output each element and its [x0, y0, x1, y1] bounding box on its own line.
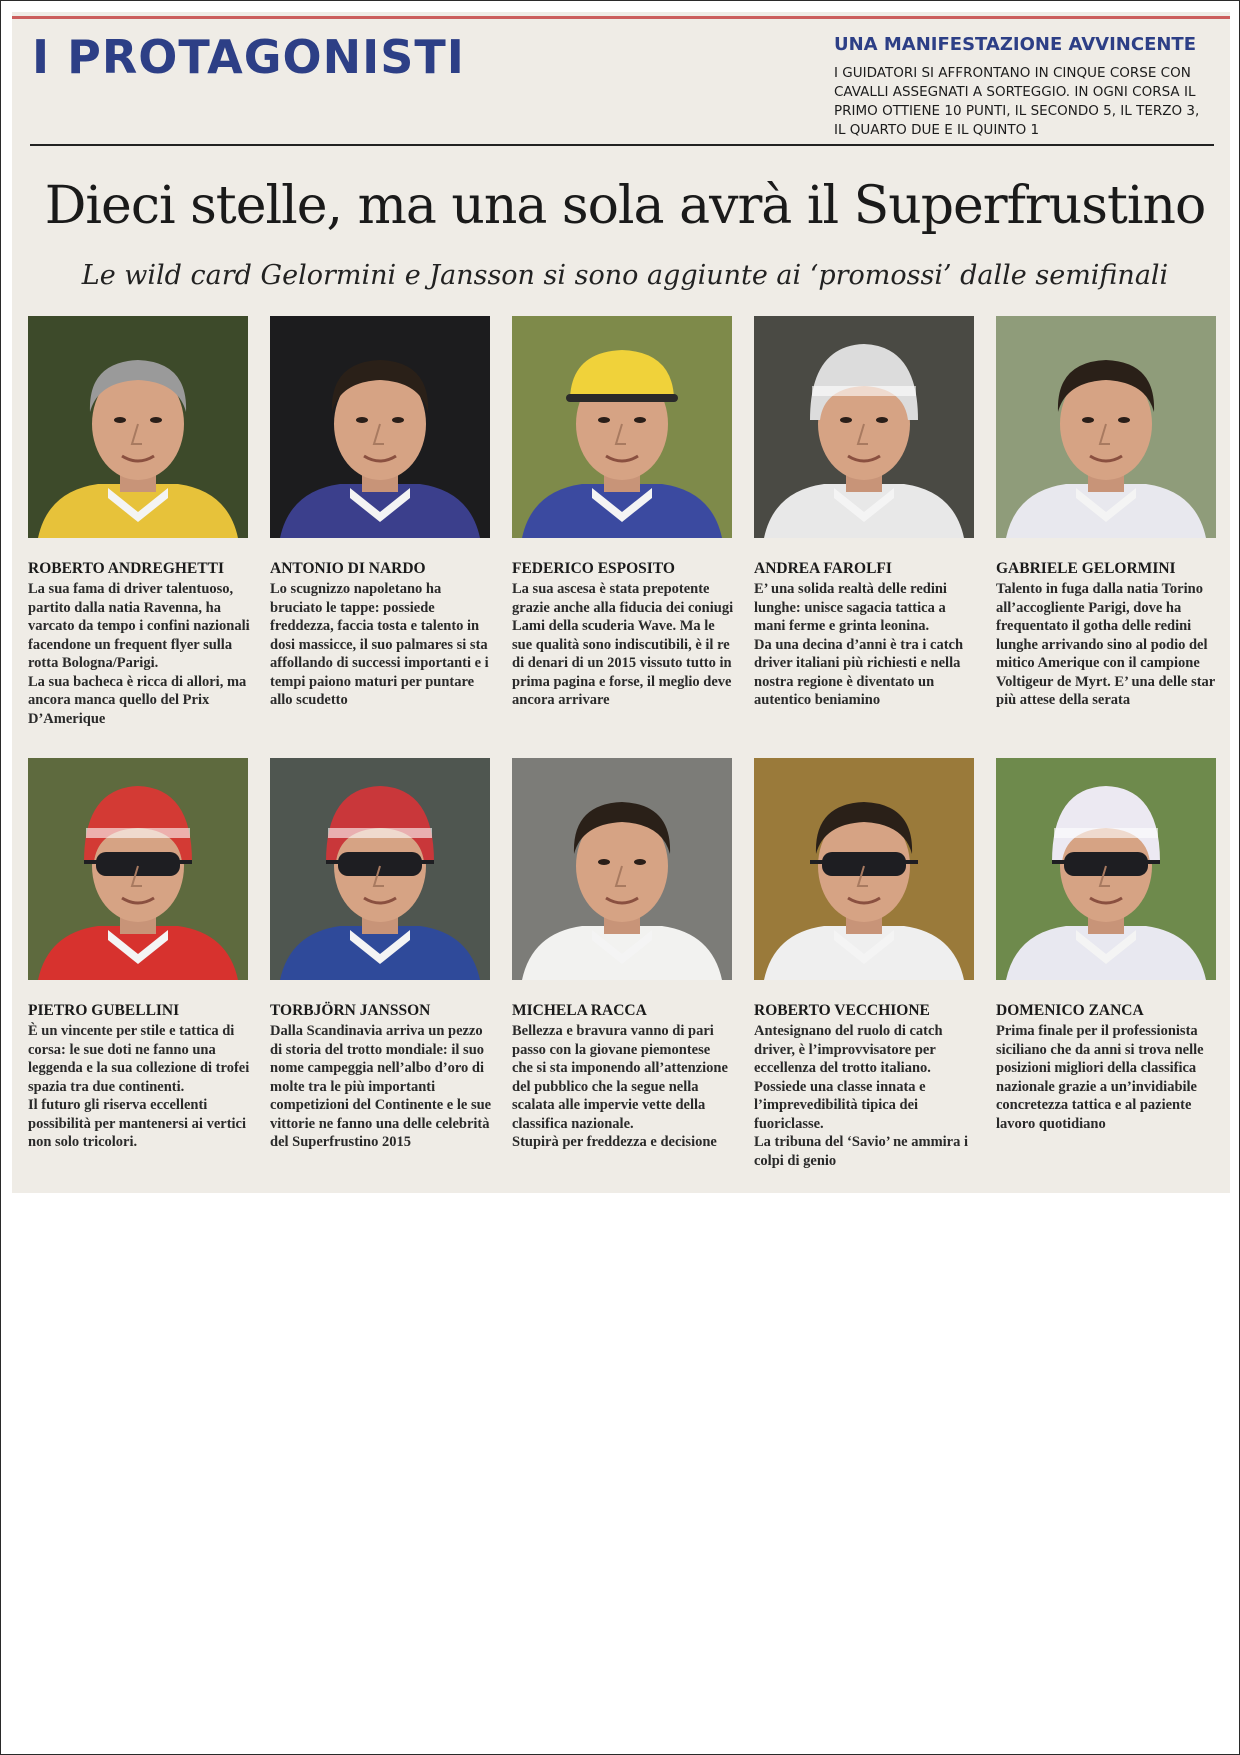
driver-bio-paragraph: La sua fama di driver talentuoso, partito dalla natia Ravenna, ha varcato da tempo i confini nazionali facendone un frequent flyer sulla rotta Bologna/Parigi. — [28, 581, 250, 671]
driver-bio-paragraph: La sua bacheca è ricca di allori, ma ancora manca quello del Prix D’Amerique — [28, 673, 247, 727]
driver-photo — [270, 316, 490, 538]
driver-bio — [996, 580, 1218, 710]
driver-photo — [754, 758, 974, 980]
driver-name: FEDERICO ESPOSITO — [512, 560, 675, 577]
driver-photo-graphic — [996, 316, 1216, 538]
driver-bio-paragraph: Il futuro gli riserva eccellenti possibilità per mantenersi ai vertici non solo tricolori. — [28, 1097, 247, 1150]
driver-bio — [270, 1022, 492, 1152]
driver-bio — [270, 580, 492, 710]
intro-text: I GUIDATORI SI AFFRONTANO IN CINQUE CORSE CON CAVALLI ASSEGNATI A SORTEGGIO. IN OGNI CORSA IL PRIMO OTTIENE 10 PUNTI, IL SECONDO 5, IL TERZO 3, IL QUARTO DUE E IL QUINTO 1 — [834, 65, 1200, 138]
driver-photo-graphic — [270, 316, 490, 538]
driver-photo — [512, 316, 732, 538]
driver-name: TORBJÖRN JANSSON — [270, 1002, 431, 1019]
driver-photo — [512, 758, 732, 980]
driver-card — [754, 758, 976, 1170]
subheadline: Le wild card Gelormini e Jansson si sono aggiunte ai ‘promossi’ dalle semifinali — [81, 260, 1169, 291]
driver-name: ANDREA FAROLFI — [754, 560, 892, 577]
driver-photo-graphic — [28, 758, 248, 980]
driver-photo-graphic — [512, 758, 732, 980]
driver-bio-paragraph: Lo scugnizzo napoletano ha bruciato le tappe: possiede freddezza, faccia tosta e talento in dosi massicce, il suo palmares si sta affollando di successi importanti e i tempi paiono maturi per puntare allo scudetto — [270, 581, 489, 708]
driver-photo-graphic — [754, 316, 974, 538]
driver-photo-graphic — [754, 758, 974, 980]
driver-card — [512, 758, 734, 1152]
driver-name: ROBERTO ANDREGHETTI — [28, 560, 224, 577]
top-rule — [12, 16, 1230, 19]
driver-bio-paragraph: Bellezza e bravura vanno di pari passo con la giovane piemontese che si sta imponendo all’attenzione del pubblico che la segue nella scalata alle impervie vette della classifica nazionale. — [512, 1023, 728, 1132]
driver-bio-paragraph: E’ una solida realtà delle redini lunghe: unisce sagacia tattica a mani ferme e grinta leonina. — [754, 581, 947, 634]
driver-photo-graphic — [996, 758, 1216, 980]
driver-bio-paragraph: La sua ascesa è stata prepotente grazie anche alla fiducia dei coniugi Lami della scuderia Wave. Ma le sue qualità sono indiscutibili, è il re di denari di un 2015 vissuto tutto in prima pagina e forse, il meglio deve ancora arrivare — [512, 581, 734, 708]
driver-bio-paragraph: Dalla Scandinavia arriva un pezzo di storia del trotto mondiale: il suo nome campeggia nell’albo d’oro di molte tra le più importanti competizioni del Continente e le sue vittorie ne fanno una delle celebrità del Superfrustino 2015 — [270, 1023, 492, 1150]
driver-card — [996, 316, 1218, 710]
driver-bio-paragraph: Da una decina d’anni è tra i catch driver italiani più richiesti e nella nostra regione è diventato un autentico beniamino — [754, 636, 964, 708]
driver-bio-paragraph: La tribuna del ‘Savio’ ne ammira i colpi di genio — [754, 1134, 969, 1169]
driver-card — [754, 316, 976, 710]
driver-name: GABRIELE GELORMINI — [996, 560, 1176, 577]
driver-bio-paragraph: Stupirà per freddezza e decisione — [512, 1134, 717, 1150]
driver-card — [512, 316, 734, 710]
newspaper-clipping — [12, 12, 1230, 1193]
driver-name: ANTONIO DI NARDO — [270, 560, 426, 577]
driver-bio — [512, 1022, 734, 1152]
driver-bio — [512, 580, 734, 710]
driver-photo-graphic — [28, 316, 248, 538]
driver-bio-paragraph: È un vincente per stile e tattica di corsa: le sue doti ne fanno una leggenda e la sua collezione di trofei spazia tra due continenti. — [28, 1023, 250, 1095]
header-rule — [30, 144, 1214, 146]
driver-name: MICHELA RACCA — [512, 1002, 647, 1019]
driver-card — [28, 316, 250, 728]
driver-bio — [28, 580, 250, 728]
driver-bio — [996, 1022, 1218, 1133]
driver-photo-graphic — [270, 758, 490, 980]
driver-photo — [996, 316, 1216, 538]
intro-heading: UNA MANIFESTAZIONE AVVINCENTE — [834, 34, 1197, 55]
driver-bio — [754, 580, 976, 710]
driver-bio — [754, 1022, 976, 1170]
section-title: I PROTAGONISTI — [32, 30, 465, 84]
driver-card — [996, 758, 1218, 1133]
driver-photo — [28, 316, 248, 538]
driver-bio-paragraph: Possiede una classe innata e l’imprevedibilità tipica dei fuoriclasse. — [754, 1078, 926, 1132]
driver-card — [270, 758, 492, 1152]
driver-bio-paragraph: Talento in fuga dalla natia Torino all’accogliente Parigi, dove ha frequentato il gotha delle redini lunghe arrivando sino al podio del mitico Amerique con il campione Voltigeur de Myrt. E’ una delle star più attese della serata — [996, 581, 1215, 708]
driver-bio-paragraph: Antesignano del ruolo di catch driver, è l’improvvisatore per eccellenza del trotto italiano. — [754, 1023, 943, 1076]
driver-name: ROBERTO VECCHIONE — [754, 1002, 930, 1019]
driver-photo-graphic — [512, 316, 732, 538]
driver-card — [270, 316, 492, 710]
driver-photo — [270, 758, 490, 980]
driver-card — [28, 758, 250, 1152]
driver-name: DOMENICO ZANCA — [996, 1002, 1144, 1019]
driver-photo — [996, 758, 1216, 980]
driver-bio — [28, 1022, 250, 1152]
driver-name: PIETRO GUBELLINI — [28, 1002, 180, 1019]
driver-photo — [754, 316, 974, 538]
driver-bio-paragraph: Prima finale per il professionista siciliano che da anni si trova nelle posizioni migliori della classifica nazionale grazie a un’invidiabile concretezza tattica e al paziente lavoro quotidiano — [996, 1023, 1204, 1132]
headline: Dieci stelle, ma una sola avrà il Superfrustino — [44, 176, 1206, 236]
driver-photo — [28, 758, 248, 980]
